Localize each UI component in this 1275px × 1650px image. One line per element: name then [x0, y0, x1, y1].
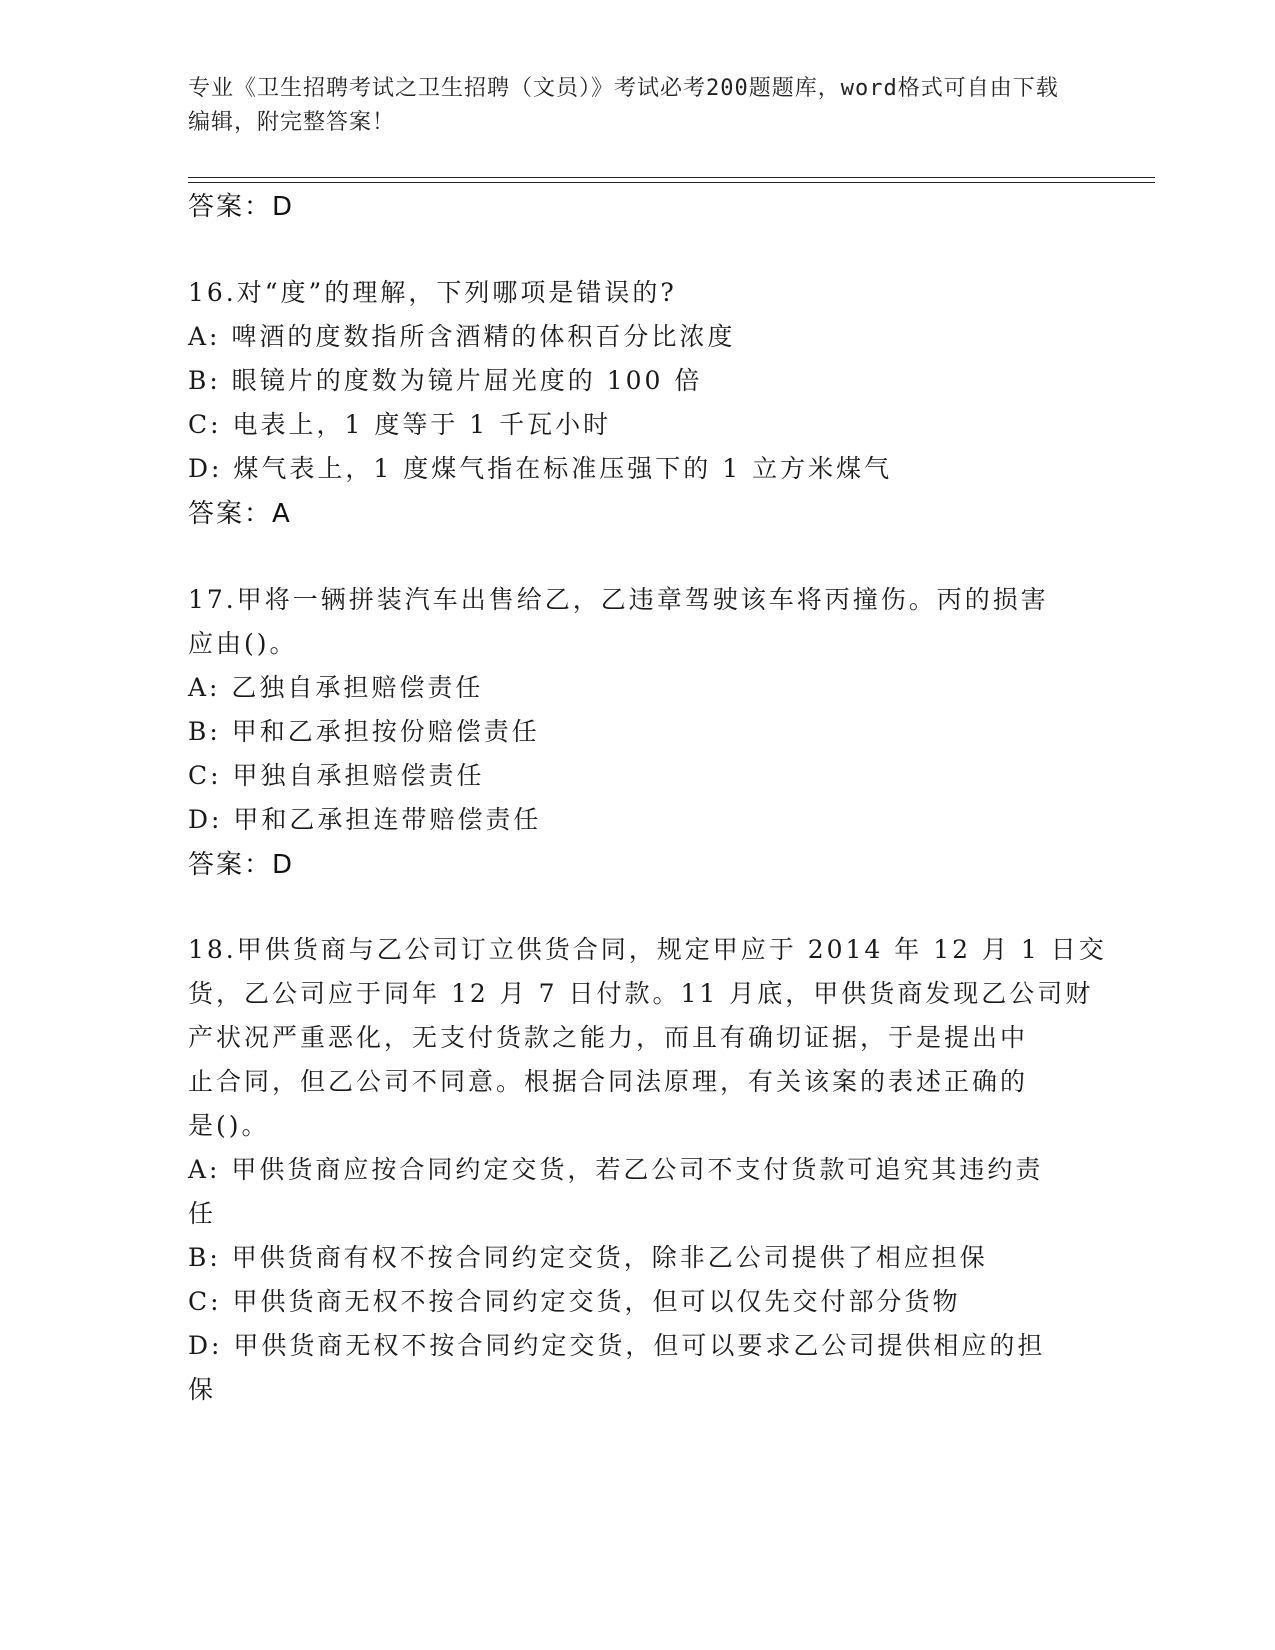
- header-divider-bottom: [188, 182, 1155, 183]
- question-17-option-d: D: 甲和乙承担连带赔偿责任: [188, 805, 542, 834]
- question-17-option-b: B: 甲和乙承担按份赔偿责任: [188, 717, 540, 746]
- question-18-stem-line3: 产状况严重恶化，无支付货款之能力，而且有确切证据，于是提出中: [188, 1023, 1029, 1052]
- question-18-stem-line2: 货，乙公司应于同年 12 月 7 日付款。11 月底，甲供货商发现乙公司财: [188, 979, 1094, 1008]
- question-18-option-a-line2: 任: [188, 1199, 217, 1228]
- header-divider-top: [188, 177, 1155, 178]
- question-18-option-b: B: 甲供货商有权不按合同约定交货，除非乙公司提供了相应担保: [188, 1243, 988, 1272]
- answer-16: 答案：A: [188, 499, 292, 529]
- question-17-stem-line2: 应由()。: [188, 629, 298, 658]
- answer-15: 答案：D: [188, 192, 295, 222]
- question-18-option-d-line2: 保: [188, 1375, 217, 1404]
- page-header: 专业《卫生招聘考试之卫生招聘（文员）》考试必考200题题库，word格式可自由下载编辑，附完整答案！: [188, 76, 1059, 135]
- question-18-stem-line1: 18.甲供货商与乙公司订立供货合同，规定甲应于 2014 年 12 月 1 日交: [188, 935, 1107, 964]
- question-17-option-c: C: 甲独自承担赔偿责任: [188, 761, 485, 790]
- question-16-option-d: D: 煤气表上，1 度煤气指在标准压强下的 1 立方米煤气: [188, 454, 893, 483]
- question-18-stem-line4: 止合同，但乙公司不同意。根据合同法原理，有关该案的表述正确的: [188, 1067, 1029, 1096]
- question-16-option-a: A: 啤酒的度数指所含酒精的体积百分比浓度: [188, 322, 736, 351]
- question-17-stem-line1: 17.甲将一辆拼装汽车出售给乙，乙违章驾驶该车将丙撞伤。丙的损害: [188, 585, 1049, 614]
- question-16-option-c: C: 电表上，1 度等于 1 千瓦小时: [188, 410, 612, 439]
- question-18-option-d-line1: D: 甲供货商无权不按合同约定交货，但可以要求乙公司提供相应的担: [188, 1331, 1046, 1360]
- question-18-option-c: C: 甲供货商无权不按合同约定交货，但可以仅先交付部分货物: [188, 1287, 961, 1316]
- answer-17: 答案：D: [188, 850, 295, 880]
- question-18-option-a-line1: A: 甲供货商应按合同约定交货，若乙公司不支付货款可追究其违约责: [188, 1155, 1044, 1184]
- question-16-option-b: B: 眼镜片的度数为镜片屈光度的 100 倍: [188, 366, 703, 395]
- question-17-option-a: A: 乙独自承担赔偿责任: [188, 673, 484, 702]
- question-18-stem-line5: 是()。: [188, 1111, 270, 1140]
- question-16-stem: 16.对“度”的理解，下列哪项是错误的?: [188, 278, 677, 307]
